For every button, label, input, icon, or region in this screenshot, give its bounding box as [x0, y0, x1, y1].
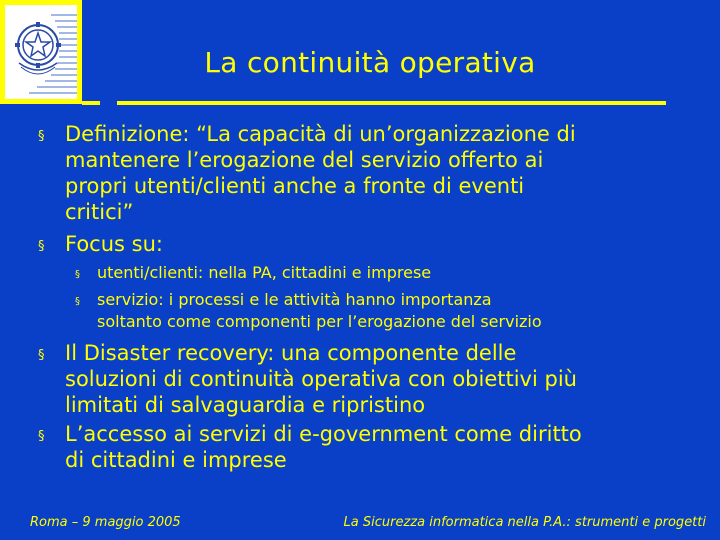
bullet-line: critici”: [65, 200, 134, 224]
bullet-line: soluzioni di continuità operativa con obiettivi più: [65, 367, 577, 391]
bullet-line: di cittadini e imprese: [65, 448, 287, 472]
sub-bullet-line: soltanto come componenti per l’erogazione del servizio: [97, 312, 542, 331]
bullet-line: mantenere l’erogazione del servizio offerto ai: [65, 148, 544, 172]
bullet-line: Definizione: “La capacità di un’organizzazione di: [65, 122, 576, 146]
sub-bullet-line: servizio: i processi e le attività hanno importanza: [97, 290, 492, 309]
bullet-marker: §: [38, 429, 45, 444]
bullet-marker: §: [38, 239, 45, 254]
bullet-marker: §: [38, 348, 45, 363]
bullet-line: propri utenti/clienti anche a fronte di eventi: [65, 174, 525, 198]
sub-bullet-line: utenti/clienti: nella PA, cittadini e imprese: [97, 263, 432, 282]
footer-date: Roma – 9 maggio 2005: [30, 515, 181, 530]
footer-title: La Sicurezza informatica nella P.A.: strumenti e progetti: [343, 515, 706, 530]
bullet-line: Focus su:: [65, 232, 163, 256]
bullet-marker: §: [38, 129, 45, 144]
bullet-line: limitati di salvaguardia e ripristino: [65, 393, 426, 417]
sub-bullet-marker: §: [75, 296, 80, 307]
bullet-line: L’accesso ai servizi di e-government come diritto: [65, 422, 582, 446]
sub-bullet-marker: §: [75, 269, 80, 280]
slide-title: La continuità operativa: [204, 46, 536, 79]
bullet-line: Il Disaster recovery: una componente delle: [65, 341, 517, 365]
